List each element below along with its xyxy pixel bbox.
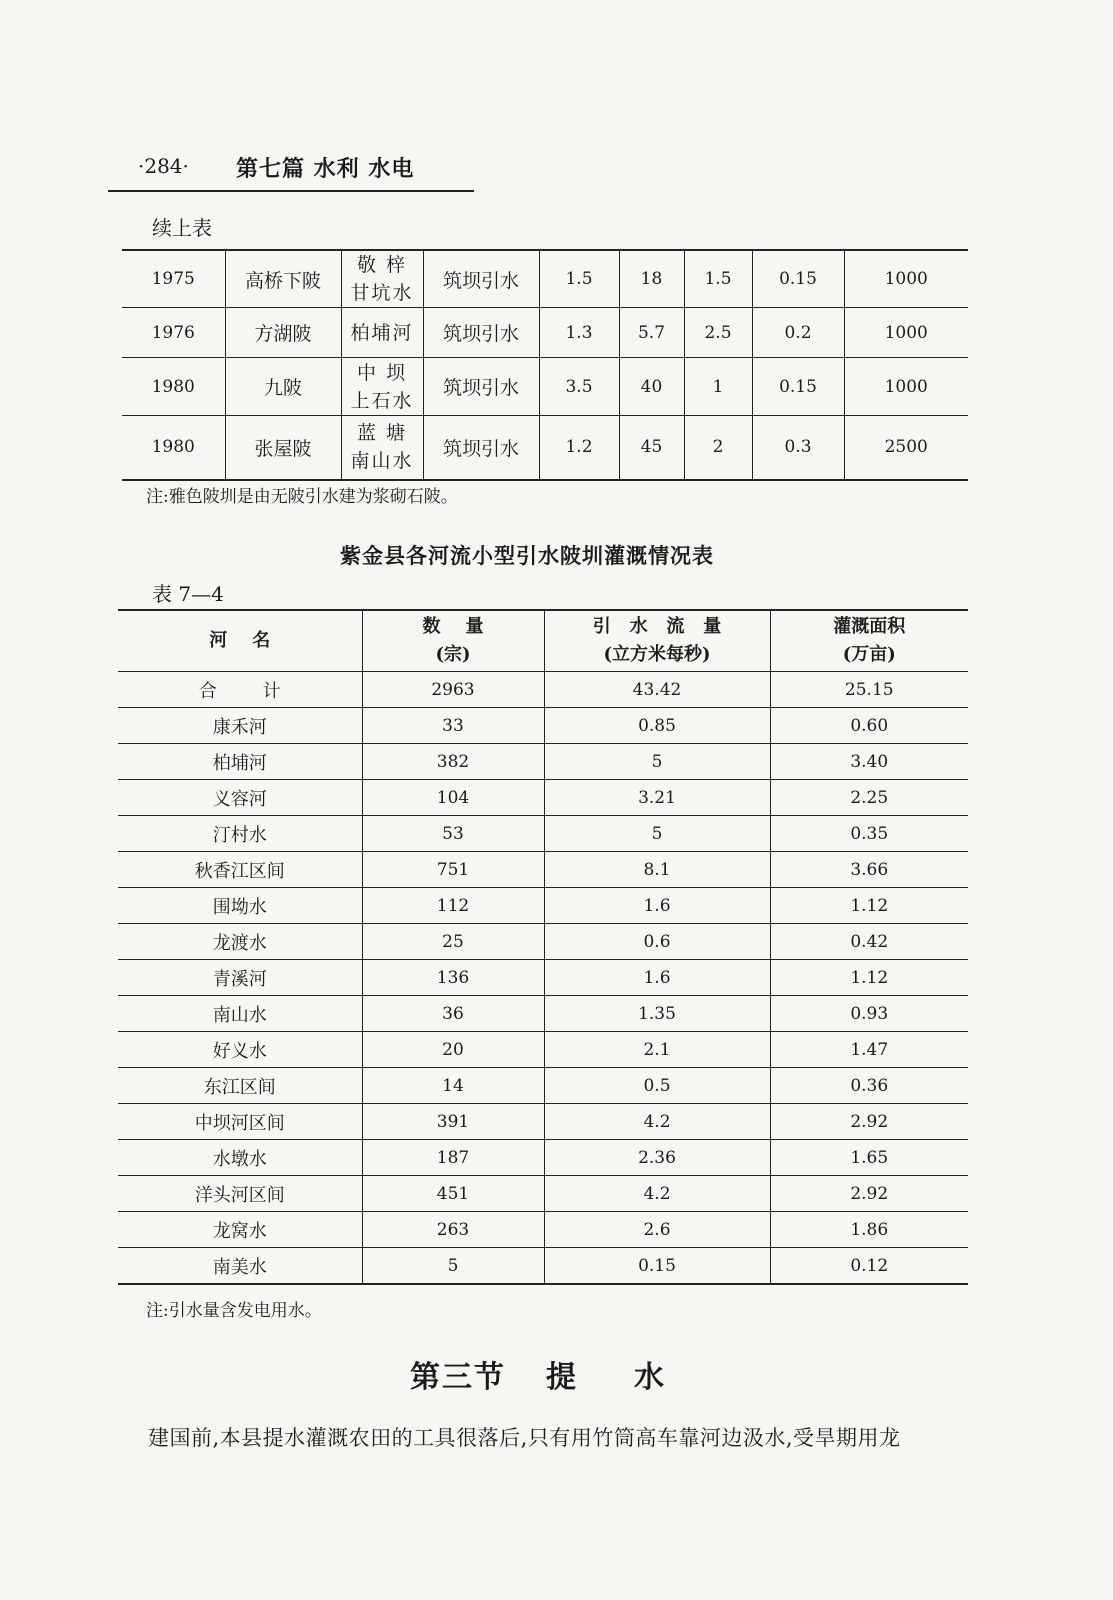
- year-cell: 1980: [122, 358, 225, 416]
- section-heading-word-b: 水: [634, 1360, 666, 1395]
- column-header: [362, 610, 544, 672]
- count-cell: 263: [362, 1212, 544, 1248]
- river-name-cell: 围坳水: [118, 888, 362, 924]
- value-cell: 5.7: [619, 308, 684, 358]
- river-cell: [341, 308, 423, 358]
- flow-cell: 2.1: [544, 1032, 770, 1068]
- river-line: 甘坑水: [350, 282, 414, 304]
- flow-cell: 1.35: [544, 996, 770, 1032]
- river-name-cell: 秋香江区间: [118, 852, 362, 888]
- river-cell: [341, 358, 423, 416]
- section-heading: [410, 1352, 666, 1396]
- name-cell: 张屋陂: [225, 416, 341, 480]
- flow-cell: 0.85: [544, 708, 770, 744]
- table-row: [118, 996, 968, 1032]
- flow-cell: 8.1: [544, 852, 770, 888]
- value-cell: 1.3: [539, 308, 619, 358]
- count-cell: 20: [362, 1032, 544, 1068]
- area-cell: 2.25: [770, 780, 968, 816]
- river-name-cell: 柏埔河: [118, 744, 362, 780]
- section-title-header: 第七篇 水利 水电: [236, 156, 415, 182]
- area-cell: 0.42: [770, 924, 968, 960]
- river-name-cell: 南山水: [118, 996, 362, 1032]
- table-row: [118, 1032, 968, 1068]
- table-row: [118, 888, 968, 924]
- method-cell: 筑坝引水: [423, 358, 539, 416]
- value-cell: 1: [684, 358, 752, 416]
- river-name-cell: 东江区间: [118, 1068, 362, 1104]
- value-cell: 0.2: [752, 308, 844, 358]
- year-cell: 1980: [122, 416, 225, 480]
- flow-cell: 0.15: [544, 1248, 770, 1285]
- column-header: [770, 610, 968, 672]
- column-header-label: 数 量: [422, 616, 484, 637]
- river-name-cell: 汀村水: [118, 816, 362, 852]
- count-cell: 33: [362, 708, 544, 744]
- value-cell: 0.3: [752, 416, 844, 480]
- value-cell: 1.2: [539, 416, 619, 480]
- flow-cell: 4.2: [544, 1104, 770, 1140]
- river-name-cell: 龙窝水: [118, 1212, 362, 1248]
- main-table-note: 注:引水量含发电用水。: [146, 1301, 322, 1321]
- count-cell: 36: [362, 996, 544, 1032]
- flow-cell: 43.42: [544, 672, 770, 708]
- value-cell: 1.5: [539, 250, 619, 308]
- value-cell: 1000: [844, 358, 968, 416]
- river-line: 中 坝: [356, 361, 408, 384]
- main-table: [118, 609, 968, 1285]
- previous-table-row: [122, 250, 968, 308]
- table-row: [118, 1248, 968, 1285]
- count-cell: 391: [362, 1104, 544, 1140]
- area-cell: 25.15: [770, 672, 968, 708]
- value-cell: 40: [619, 358, 684, 416]
- count-cell: 104: [362, 780, 544, 816]
- flow-cell: 1.6: [544, 888, 770, 924]
- area-cell: 1.65: [770, 1140, 968, 1176]
- flow-cell: 5: [544, 816, 770, 852]
- table-row: [118, 1068, 968, 1104]
- river-name-cell: 龙渡水: [118, 924, 362, 960]
- table-row: [118, 1104, 968, 1140]
- value-cell: 3.5: [539, 358, 619, 416]
- area-cell: 0.60: [770, 708, 968, 744]
- area-cell: 1.12: [770, 888, 968, 924]
- previous-table-row: [122, 416, 968, 480]
- column-header-unit: (万亩): [842, 644, 896, 665]
- area-cell: 0.93: [770, 996, 968, 1032]
- column-header-label: 河 名: [209, 630, 271, 651]
- section-heading-number: 第三节: [410, 1360, 506, 1395]
- continued-label: 续上表: [152, 216, 212, 240]
- flow-cell: 3.21: [544, 780, 770, 816]
- name-cell: 方湖陂: [225, 308, 341, 358]
- method-cell: 筑坝引水: [423, 250, 539, 308]
- column-header-label: 引 水 流 量: [592, 616, 722, 637]
- river-line: 敬 梓: [356, 254, 408, 276]
- table-row: [118, 708, 968, 744]
- column-header: [544, 610, 770, 672]
- flow-cell: 5: [544, 744, 770, 780]
- area-cell: 3.66: [770, 852, 968, 888]
- previous-table-row: [122, 358, 968, 416]
- area-cell: 0.36: [770, 1068, 968, 1104]
- name-cell: 高桥下陂: [225, 250, 341, 308]
- count-cell: 53: [362, 816, 544, 852]
- value-cell: 2: [684, 416, 752, 480]
- table-row: [118, 744, 968, 780]
- table-row: [118, 816, 968, 852]
- table-row: [118, 1212, 968, 1248]
- count-cell: 136: [362, 960, 544, 996]
- river-name-cell: 青溪河: [118, 960, 362, 996]
- column-header-unit: (宗): [435, 644, 471, 665]
- river-name-cell: 水墩水: [118, 1140, 362, 1176]
- river-name-cell: 康禾河: [118, 708, 362, 744]
- page-header: [108, 150, 474, 192]
- value-cell: 0.15: [752, 358, 844, 416]
- area-cell: 1.47: [770, 1032, 968, 1068]
- flow-cell: 0.6: [544, 924, 770, 960]
- previous-table-note: 注:雅色陂圳是由无陂引水建为浆砌石陂。: [146, 487, 458, 507]
- table-row: [118, 852, 968, 888]
- table-title: 紫金县各河流小型引水陂圳灌溉情况表: [340, 543, 714, 568]
- river-line: 柏埔河: [350, 321, 414, 344]
- column-header-label: 灌溉面积: [833, 616, 906, 637]
- area-cell: 2.92: [770, 1104, 968, 1140]
- count-cell: 112: [362, 888, 544, 924]
- total-row: [118, 672, 968, 708]
- previous-table: [122, 249, 968, 481]
- river-name-cell: 好义水: [118, 1032, 362, 1068]
- table-number: 表 7—4: [152, 582, 224, 606]
- value-cell: 2500: [844, 416, 968, 480]
- area-cell: 3.40: [770, 744, 968, 780]
- value-cell: 18: [619, 250, 684, 308]
- table-row: [118, 1176, 968, 1212]
- value-cell: 0.15: [752, 250, 844, 308]
- table-row: [118, 780, 968, 816]
- count-cell: 187: [362, 1140, 544, 1176]
- river-cell: [341, 250, 423, 308]
- year-cell: 1975: [151, 269, 195, 289]
- river-name-cell: 南美水: [118, 1248, 362, 1285]
- flow-cell: 2.6: [544, 1212, 770, 1248]
- count-cell: 14: [362, 1068, 544, 1104]
- river-name-cell: 义容河: [118, 780, 362, 816]
- flow-cell: 4.2: [544, 1176, 770, 1212]
- flow-cell: 1.6: [544, 960, 770, 996]
- value-cell: 2.5: [684, 308, 752, 358]
- flow-cell: 2.36: [544, 1140, 770, 1176]
- flow-cell: 0.5: [544, 1068, 770, 1104]
- river-cell: [341, 416, 423, 480]
- table-row: [118, 924, 968, 960]
- year-cell: 1976: [122, 308, 225, 358]
- area-cell: 0.12: [770, 1248, 968, 1285]
- river-name-cell: 洋头河区间: [118, 1176, 362, 1212]
- table-row: [118, 960, 968, 996]
- river-name-cell: 中坝河区间: [118, 1104, 362, 1140]
- count-cell: 451: [362, 1176, 544, 1212]
- page-number: ·284·: [138, 154, 189, 178]
- previous-table-row: [122, 308, 968, 358]
- area-cell: 1.86: [770, 1212, 968, 1248]
- body-paragraph: 建国前,本县提水灌溉农田的工具很落后,只有用竹筒高车靠河边汲水,受旱期用龙: [148, 1426, 901, 1450]
- column-header: [118, 610, 362, 672]
- section-heading-word-a: 提: [546, 1360, 578, 1395]
- count-cell: 751: [362, 852, 544, 888]
- table-row: [118, 1140, 968, 1176]
- name-cell: 九陂: [225, 358, 341, 416]
- count-cell: 2963: [362, 672, 544, 708]
- river-line: 南山水: [350, 450, 414, 473]
- method-cell: 筑坝引水: [423, 308, 539, 358]
- count-cell: 5: [362, 1248, 544, 1285]
- area-cell: 0.35: [770, 816, 968, 852]
- count-cell: 25: [362, 924, 544, 960]
- river-name-cell: 合 计: [118, 672, 362, 708]
- area-cell: 2.92: [770, 1176, 968, 1212]
- area-cell: 1.12: [770, 960, 968, 996]
- value-cell: 1000: [844, 308, 968, 358]
- method-cell: 筑坝引水: [423, 416, 539, 480]
- count-cell: 382: [362, 744, 544, 780]
- column-header-unit: (立方米每秒): [603, 644, 711, 665]
- value-cell: 45: [619, 416, 684, 480]
- river-line: 上石水: [350, 389, 414, 412]
- value-cell: 1000: [844, 250, 968, 308]
- river-line: 蓝 塘: [356, 422, 408, 445]
- value-cell: 1.5: [684, 250, 752, 308]
